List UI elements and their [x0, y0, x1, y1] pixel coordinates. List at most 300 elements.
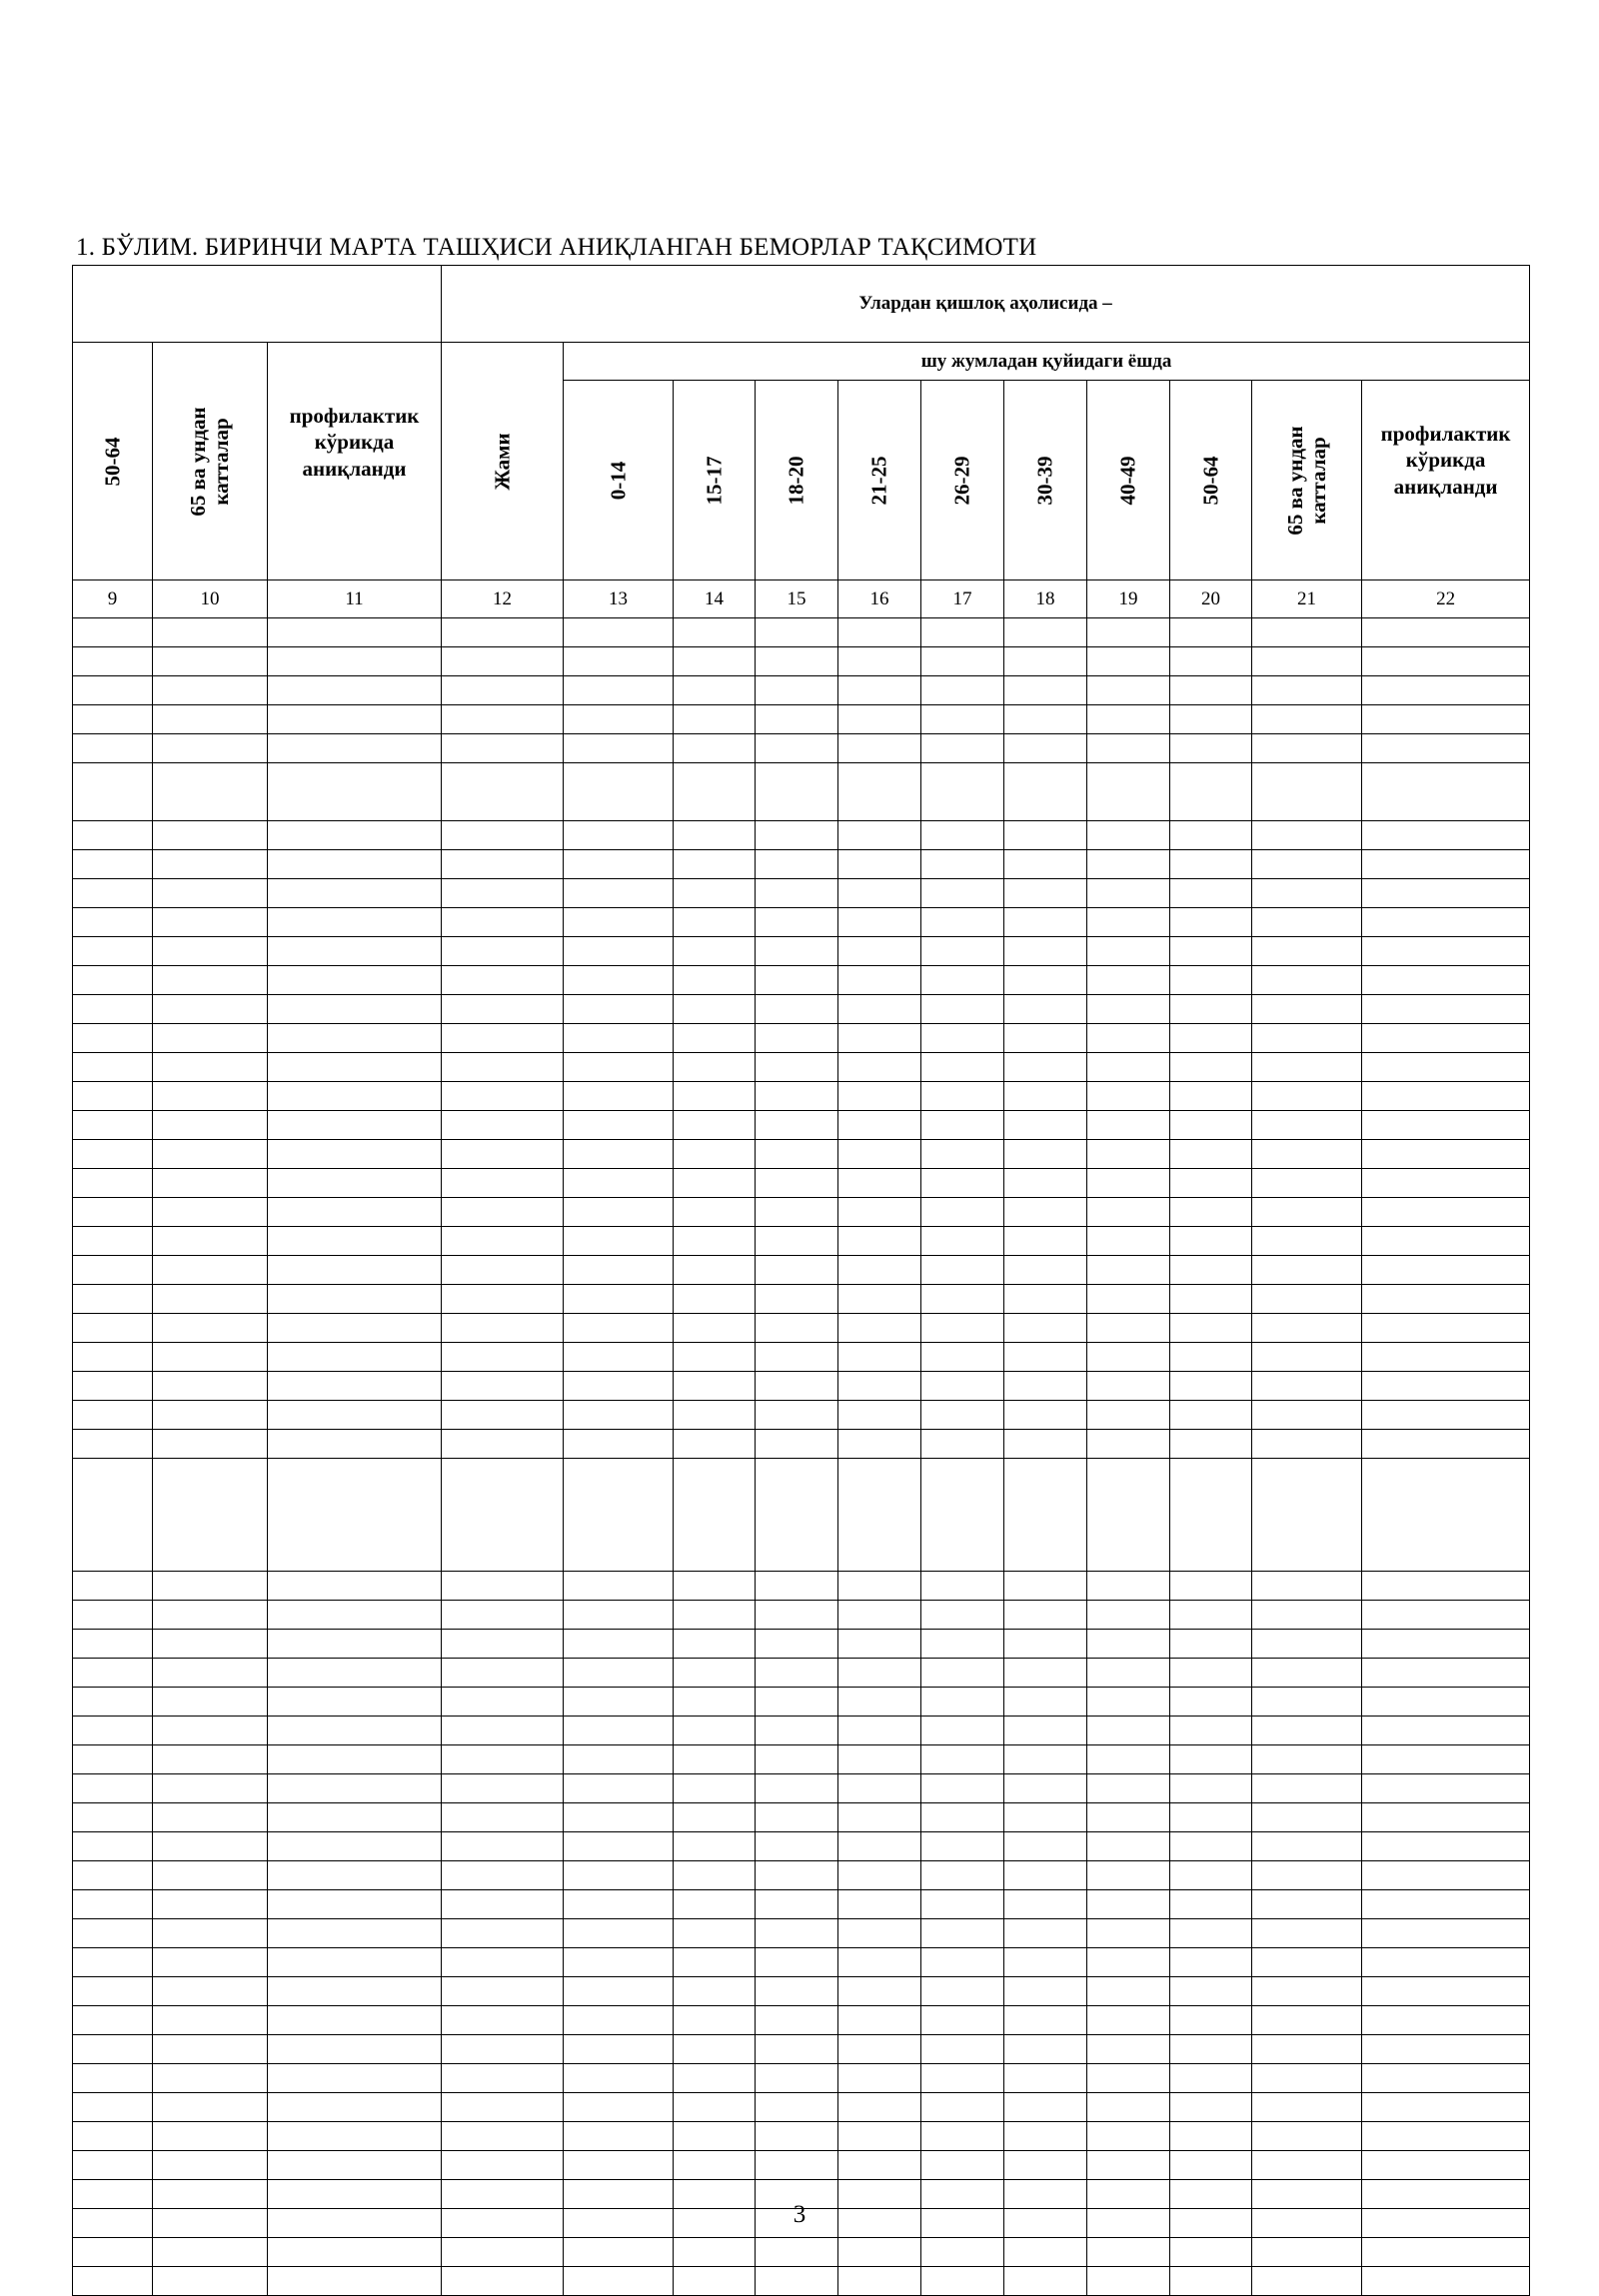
- table-cell[interactable]: [442, 1314, 564, 1343]
- table-cell[interactable]: [564, 2238, 674, 2267]
- table-cell[interactable]: [1087, 995, 1170, 1024]
- table-cell[interactable]: [1170, 1227, 1252, 1256]
- table-cell[interactable]: [442, 1227, 564, 1256]
- table-cell[interactable]: [442, 1111, 564, 1140]
- table-cell[interactable]: [921, 995, 1004, 1024]
- table-cell[interactable]: [756, 1688, 838, 1717]
- table-cell[interactable]: [442, 1343, 564, 1372]
- table-cell[interactable]: [153, 2267, 268, 2296]
- table-cell[interactable]: [564, 1198, 674, 1227]
- table-cell[interactable]: [268, 2006, 442, 2035]
- table-cell[interactable]: [1087, 2035, 1170, 2064]
- table-cell[interactable]: [1252, 1688, 1362, 1717]
- table-cell[interactable]: [564, 1717, 674, 1745]
- table-cell[interactable]: [1362, 908, 1530, 937]
- table-cell[interactable]: [564, 966, 674, 995]
- table-cell[interactable]: [756, 1601, 838, 1630]
- table-cell[interactable]: [1252, 1198, 1362, 1227]
- table-cell[interactable]: [921, 850, 1004, 879]
- table-cell[interactable]: [268, 1890, 442, 1919]
- table-cell[interactable]: [921, 676, 1004, 705]
- table-cell[interactable]: [73, 1745, 153, 1774]
- table-cell[interactable]: [564, 676, 674, 705]
- table-cell[interactable]: [153, 1459, 268, 1572]
- table-cell[interactable]: [564, 647, 674, 676]
- table-cell[interactable]: [838, 1285, 921, 1314]
- table-cell[interactable]: [564, 1285, 674, 1314]
- table-cell[interactable]: [674, 2093, 756, 2122]
- table-cell[interactable]: [1362, 1314, 1530, 1343]
- table-cell[interactable]: [1004, 2093, 1087, 2122]
- table-cell[interactable]: [1087, 1919, 1170, 1948]
- table-cell[interactable]: [921, 1630, 1004, 1659]
- table-cell[interactable]: [921, 647, 1004, 676]
- table-cell[interactable]: [838, 821, 921, 850]
- table-cell[interactable]: [1170, 676, 1252, 705]
- table-cell[interactable]: [1004, 1140, 1087, 1169]
- table-cell[interactable]: [674, 676, 756, 705]
- table-cell[interactable]: [268, 2064, 442, 2093]
- table-cell[interactable]: [921, 2093, 1004, 2122]
- table-cell[interactable]: [838, 1459, 921, 1572]
- table-cell[interactable]: [838, 1572, 921, 1601]
- table-cell[interactable]: [564, 2064, 674, 2093]
- table-cell[interactable]: [73, 879, 153, 908]
- table-cell[interactable]: [442, 2151, 564, 2180]
- table-cell[interactable]: [564, 1832, 674, 1861]
- table-cell[interactable]: [268, 1688, 442, 1717]
- table-cell[interactable]: [73, 1948, 153, 1977]
- table-cell[interactable]: [838, 879, 921, 908]
- table-cell[interactable]: [674, 763, 756, 821]
- table-cell[interactable]: [564, 1140, 674, 1169]
- table-cell[interactable]: [1362, 1169, 1530, 1198]
- table-cell[interactable]: [921, 1977, 1004, 2006]
- table-cell[interactable]: [1362, 2093, 1530, 2122]
- table-cell[interactable]: [756, 1630, 838, 1659]
- table-cell[interactable]: [756, 1572, 838, 1601]
- table-cell[interactable]: [674, 1659, 756, 1688]
- table-cell[interactable]: [921, 1227, 1004, 1256]
- table-cell[interactable]: [1087, 705, 1170, 734]
- table-cell[interactable]: [921, 618, 1004, 647]
- table-cell[interactable]: [674, 2064, 756, 2093]
- table-cell[interactable]: [73, 1314, 153, 1343]
- table-cell[interactable]: [921, 2006, 1004, 2035]
- table-cell[interactable]: [1087, 850, 1170, 879]
- table-cell[interactable]: [1252, 908, 1362, 937]
- table-cell[interactable]: [442, 1401, 564, 1430]
- table-cell[interactable]: [838, 705, 921, 734]
- table-cell[interactable]: [1087, 1659, 1170, 1688]
- table-cell[interactable]: [756, 879, 838, 908]
- table-cell[interactable]: [1252, 1948, 1362, 1977]
- table-cell[interactable]: [442, 1459, 564, 1572]
- table-cell[interactable]: [1362, 1832, 1530, 1861]
- table-cell[interactable]: [1170, 1430, 1252, 1459]
- table-cell[interactable]: [674, 2122, 756, 2151]
- table-cell[interactable]: [921, 937, 1004, 966]
- table-cell[interactable]: [1252, 647, 1362, 676]
- table-cell[interactable]: [564, 705, 674, 734]
- table-cell[interactable]: [1087, 1948, 1170, 1977]
- table-cell[interactable]: [674, 1630, 756, 1659]
- table-cell[interactable]: [1004, 879, 1087, 908]
- table-cell[interactable]: [1362, 1861, 1530, 1890]
- table-cell[interactable]: [1170, 1948, 1252, 1977]
- table-cell[interactable]: [1004, 850, 1087, 879]
- table-cell[interactable]: [73, 1343, 153, 1372]
- table-cell[interactable]: [73, 1572, 153, 1601]
- table-cell[interactable]: [921, 2267, 1004, 2296]
- table-cell[interactable]: [838, 1803, 921, 1832]
- table-cell[interactable]: [1087, 937, 1170, 966]
- table-cell[interactable]: [73, 1372, 153, 1401]
- table-cell[interactable]: [153, 1227, 268, 1256]
- table-cell[interactable]: [838, 1919, 921, 1948]
- table-cell[interactable]: [1252, 1717, 1362, 1745]
- table-cell[interactable]: [268, 618, 442, 647]
- table-cell[interactable]: [73, 705, 153, 734]
- table-cell[interactable]: [73, 1774, 153, 1803]
- table-cell[interactable]: [268, 647, 442, 676]
- table-cell[interactable]: [1004, 1601, 1087, 1630]
- table-cell[interactable]: [838, 676, 921, 705]
- table-cell[interactable]: [756, 1343, 838, 1372]
- table-cell[interactable]: [921, 1890, 1004, 1919]
- table-cell[interactable]: [1004, 705, 1087, 734]
- table-cell[interactable]: [1252, 1832, 1362, 1861]
- table-cell[interactable]: [73, 995, 153, 1024]
- table-cell[interactable]: [442, 1372, 564, 1401]
- table-cell[interactable]: [1004, 1024, 1087, 1053]
- table-cell[interactable]: [153, 1717, 268, 1745]
- table-cell[interactable]: [838, 937, 921, 966]
- table-cell[interactable]: [153, 1659, 268, 1688]
- table-cell[interactable]: [756, 2151, 838, 2180]
- table-cell[interactable]: [756, 1774, 838, 1803]
- table-cell[interactable]: [1252, 2006, 1362, 2035]
- table-cell[interactable]: [73, 1053, 153, 1082]
- table-cell[interactable]: [1170, 2064, 1252, 2093]
- table-cell[interactable]: [756, 995, 838, 1024]
- table-cell[interactable]: [73, 1111, 153, 1140]
- table-cell[interactable]: [1252, 1053, 1362, 1082]
- table-cell[interactable]: [1252, 676, 1362, 705]
- table-cell[interactable]: [1170, 1256, 1252, 1285]
- table-cell[interactable]: [153, 1630, 268, 1659]
- table-cell[interactable]: [153, 2151, 268, 2180]
- table-cell[interactable]: [838, 1861, 921, 1890]
- table-cell[interactable]: [153, 1774, 268, 1803]
- table-cell[interactable]: [442, 676, 564, 705]
- table-cell[interactable]: [564, 1890, 674, 1919]
- table-cell[interactable]: [756, 1372, 838, 1401]
- table-cell[interactable]: [674, 1372, 756, 1401]
- table-cell[interactable]: [1087, 2151, 1170, 2180]
- table-cell[interactable]: [73, 937, 153, 966]
- table-cell[interactable]: [756, 1227, 838, 1256]
- table-cell[interactable]: [564, 995, 674, 1024]
- table-cell[interactable]: [1362, 1198, 1530, 1227]
- table-cell[interactable]: [153, 1314, 268, 1343]
- table-cell[interactable]: [73, 966, 153, 995]
- table-cell[interactable]: [1170, 1717, 1252, 1745]
- table-cell[interactable]: [756, 1948, 838, 1977]
- table-cell[interactable]: [268, 1803, 442, 1832]
- table-cell[interactable]: [1087, 676, 1170, 705]
- table-cell[interactable]: [1170, 1890, 1252, 1919]
- table-cell[interactable]: [921, 1256, 1004, 1285]
- table-cell[interactable]: [1362, 1285, 1530, 1314]
- table-cell[interactable]: [838, 1977, 921, 2006]
- table-cell[interactable]: [564, 2006, 674, 2035]
- table-cell[interactable]: [1252, 2035, 1362, 2064]
- table-cell[interactable]: [921, 1285, 1004, 1314]
- table-cell[interactable]: [1087, 1774, 1170, 1803]
- table-cell[interactable]: [1252, 879, 1362, 908]
- table-cell[interactable]: [756, 1314, 838, 1343]
- table-cell[interactable]: [1170, 1774, 1252, 1803]
- table-cell[interactable]: [674, 1198, 756, 1227]
- table-cell[interactable]: [1252, 995, 1362, 1024]
- table-cell[interactable]: [674, 850, 756, 879]
- table-cell[interactable]: [268, 1082, 442, 1111]
- table-cell[interactable]: [1004, 995, 1087, 1024]
- table-cell[interactable]: [838, 2267, 921, 2296]
- table-cell[interactable]: [838, 2122, 921, 2151]
- table-cell[interactable]: [564, 1861, 674, 1890]
- table-cell[interactable]: [756, 1024, 838, 1053]
- table-cell[interactable]: [73, 1630, 153, 1659]
- table-cell[interactable]: [756, 1401, 838, 1430]
- table-cell[interactable]: [1087, 1630, 1170, 1659]
- table-cell[interactable]: [268, 937, 442, 966]
- table-cell[interactable]: [1362, 1401, 1530, 1430]
- table-cell[interactable]: [1087, 2093, 1170, 2122]
- table-cell[interactable]: [153, 1401, 268, 1430]
- table-cell[interactable]: [1362, 850, 1530, 879]
- table-cell[interactable]: [1004, 1198, 1087, 1227]
- table-cell[interactable]: [1170, 821, 1252, 850]
- table-cell[interactable]: [268, 1372, 442, 1401]
- table-cell[interactable]: [1362, 1024, 1530, 1053]
- table-cell[interactable]: [564, 1572, 674, 1601]
- table-cell[interactable]: [442, 734, 564, 763]
- table-cell[interactable]: [1362, 995, 1530, 1024]
- table-cell[interactable]: [1252, 1803, 1362, 1832]
- table-cell[interactable]: [838, 1659, 921, 1688]
- table-cell[interactable]: [674, 1861, 756, 1890]
- table-cell[interactable]: [1362, 1948, 1530, 1977]
- table-cell[interactable]: [921, 2238, 1004, 2267]
- table-cell[interactable]: [1087, 1082, 1170, 1111]
- table-cell[interactable]: [1362, 2122, 1530, 2151]
- table-cell[interactable]: [1004, 1227, 1087, 1256]
- table-cell[interactable]: [73, 1082, 153, 1111]
- table-cell[interactable]: [756, 1140, 838, 1169]
- table-cell[interactable]: [564, 908, 674, 937]
- table-cell[interactable]: [73, 647, 153, 676]
- table-cell[interactable]: [1087, 2267, 1170, 2296]
- table-cell[interactable]: [268, 1948, 442, 1977]
- table-cell[interactable]: [838, 1688, 921, 1717]
- table-cell[interactable]: [921, 1314, 1004, 1343]
- table-cell[interactable]: [442, 966, 564, 995]
- table-cell[interactable]: [1362, 1745, 1530, 1774]
- table-cell[interactable]: [1170, 1977, 1252, 2006]
- table-cell[interactable]: [1362, 1111, 1530, 1140]
- table-cell[interactable]: [1087, 1227, 1170, 1256]
- table-cell[interactable]: [1170, 937, 1252, 966]
- table-cell[interactable]: [838, 647, 921, 676]
- table-cell[interactable]: [1362, 763, 1530, 821]
- table-cell[interactable]: [921, 2035, 1004, 2064]
- table-cell[interactable]: [1362, 1430, 1530, 1459]
- table-cell[interactable]: [1252, 1745, 1362, 1774]
- table-cell[interactable]: [756, 1977, 838, 2006]
- table-cell[interactable]: [564, 1343, 674, 1372]
- table-cell[interactable]: [73, 1601, 153, 1630]
- table-cell[interactable]: [674, 1977, 756, 2006]
- table-cell[interactable]: [1170, 850, 1252, 879]
- table-cell[interactable]: [674, 1948, 756, 1977]
- table-cell[interactable]: [756, 2267, 838, 2296]
- table-cell[interactable]: [674, 1890, 756, 1919]
- table-cell[interactable]: [921, 1401, 1004, 1430]
- table-cell[interactable]: [442, 2122, 564, 2151]
- table-cell[interactable]: [756, 2238, 838, 2267]
- table-cell[interactable]: [756, 2122, 838, 2151]
- table-cell[interactable]: [1087, 1717, 1170, 1745]
- table-cell[interactable]: [1004, 1803, 1087, 1832]
- table-cell[interactable]: [564, 1372, 674, 1401]
- table-cell[interactable]: [1170, 1572, 1252, 1601]
- table-cell[interactable]: [442, 1285, 564, 1314]
- table-cell[interactable]: [921, 1861, 1004, 1890]
- table-cell[interactable]: [674, 1053, 756, 1082]
- table-cell[interactable]: [838, 1401, 921, 1430]
- table-cell[interactable]: [674, 618, 756, 647]
- table-cell[interactable]: [1252, 2151, 1362, 2180]
- table-cell[interactable]: [674, 1601, 756, 1630]
- table-cell[interactable]: [1362, 647, 1530, 676]
- table-cell[interactable]: [442, 763, 564, 821]
- table-cell[interactable]: [442, 2035, 564, 2064]
- table-cell[interactable]: [756, 1717, 838, 1745]
- table-cell[interactable]: [268, 1227, 442, 1256]
- table-cell[interactable]: [268, 2122, 442, 2151]
- table-cell[interactable]: [153, 1745, 268, 1774]
- table-cell[interactable]: [268, 1630, 442, 1659]
- table-cell[interactable]: [1170, 995, 1252, 1024]
- table-cell[interactable]: [1004, 1890, 1087, 1919]
- table-cell[interactable]: [1362, 2035, 1530, 2064]
- table-cell[interactable]: [564, 1256, 674, 1285]
- table-cell[interactable]: [153, 937, 268, 966]
- table-cell[interactable]: [268, 2238, 442, 2267]
- table-cell[interactable]: [73, 2064, 153, 2093]
- table-cell[interactable]: [1252, 1082, 1362, 1111]
- table-cell[interactable]: [153, 763, 268, 821]
- table-cell[interactable]: [442, 1572, 564, 1601]
- table-cell[interactable]: [1004, 1430, 1087, 1459]
- table-cell[interactable]: [73, 2006, 153, 2035]
- table-cell[interactable]: [921, 734, 1004, 763]
- table-cell[interactable]: [756, 2035, 838, 2064]
- table-cell[interactable]: [1252, 937, 1362, 966]
- table-cell[interactable]: [1087, 734, 1170, 763]
- table-cell[interactable]: [268, 2035, 442, 2064]
- table-cell[interactable]: [1170, 1111, 1252, 1140]
- table-cell[interactable]: [838, 2093, 921, 2122]
- table-cell[interactable]: [1362, 2064, 1530, 2093]
- table-cell[interactable]: [1087, 966, 1170, 995]
- table-cell[interactable]: [153, 850, 268, 879]
- table-cell[interactable]: [153, 1832, 268, 1861]
- table-cell[interactable]: [1170, 1861, 1252, 1890]
- table-cell[interactable]: [268, 1198, 442, 1227]
- table-cell[interactable]: [73, 908, 153, 937]
- table-cell[interactable]: [564, 1169, 674, 1198]
- table-cell[interactable]: [73, 2267, 153, 2296]
- table-cell[interactable]: [1252, 2238, 1362, 2267]
- table-cell[interactable]: [1170, 618, 1252, 647]
- table-cell[interactable]: [1004, 2267, 1087, 2296]
- table-cell[interactable]: [564, 1314, 674, 1343]
- table-cell[interactable]: [1252, 2064, 1362, 2093]
- table-cell[interactable]: [1004, 1717, 1087, 1745]
- table-cell[interactable]: [442, 1082, 564, 1111]
- table-cell[interactable]: [268, 1285, 442, 1314]
- table-cell[interactable]: [756, 1459, 838, 1572]
- table-cell[interactable]: [1004, 1948, 1087, 1977]
- table-cell[interactable]: [674, 1745, 756, 1774]
- table-cell[interactable]: [564, 618, 674, 647]
- table-cell[interactable]: [1170, 1459, 1252, 1572]
- table-cell[interactable]: [153, 1053, 268, 1082]
- table-cell[interactable]: [442, 2238, 564, 2267]
- table-cell[interactable]: [1362, 2238, 1530, 2267]
- table-cell[interactable]: [1252, 1024, 1362, 1053]
- table-cell[interactable]: [1004, 1572, 1087, 1601]
- table-cell[interactable]: [674, 995, 756, 1024]
- table-cell[interactable]: [921, 1688, 1004, 1717]
- table-cell[interactable]: [1252, 1430, 1362, 1459]
- table-cell[interactable]: [674, 1459, 756, 1572]
- table-cell[interactable]: [1252, 1314, 1362, 1343]
- table-cell[interactable]: [268, 1169, 442, 1198]
- table-cell[interactable]: [1004, 1256, 1087, 1285]
- table-cell[interactable]: [1087, 647, 1170, 676]
- table-cell[interactable]: [1362, 879, 1530, 908]
- table-cell[interactable]: [1170, 1343, 1252, 1372]
- table-cell[interactable]: [1087, 1053, 1170, 1082]
- table-cell[interactable]: [1362, 1227, 1530, 1256]
- table-cell[interactable]: [1170, 1024, 1252, 1053]
- table-cell[interactable]: [1252, 1890, 1362, 1919]
- table-cell[interactable]: [674, 1919, 756, 1948]
- table-cell[interactable]: [1252, 1774, 1362, 1803]
- table-cell[interactable]: [1170, 1285, 1252, 1314]
- table-cell[interactable]: [268, 1832, 442, 1861]
- table-cell[interactable]: [1362, 1082, 1530, 1111]
- table-cell[interactable]: [442, 908, 564, 937]
- table-cell[interactable]: [1004, 1459, 1087, 1572]
- table-cell[interactable]: [674, 1717, 756, 1745]
- table-cell[interactable]: [1252, 1256, 1362, 1285]
- table-cell[interactable]: [564, 1401, 674, 1430]
